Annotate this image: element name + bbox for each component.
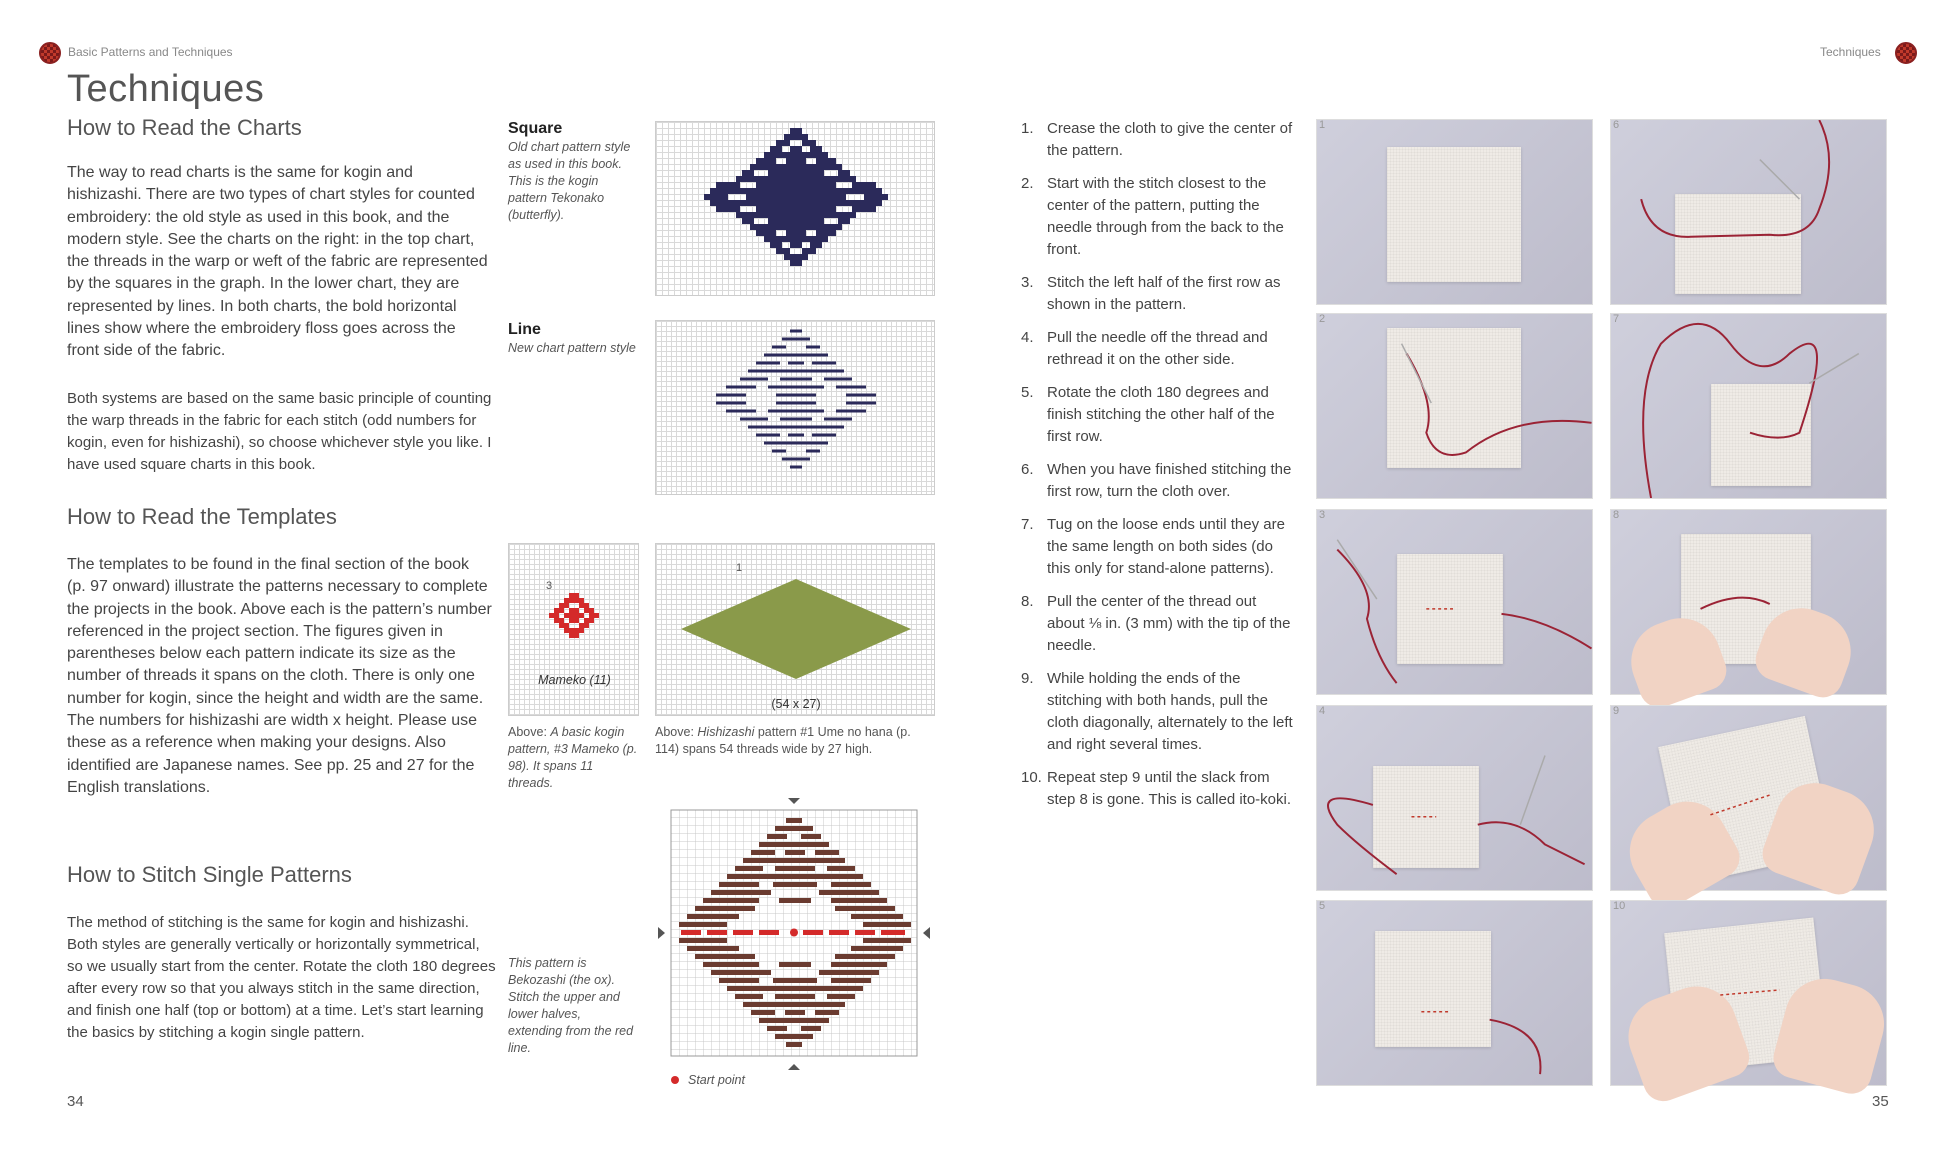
line-style-pattern xyxy=(656,321,936,496)
step-photo-5: 5 xyxy=(1316,900,1593,1086)
mameko-caption: Above: A basic kogin pattern, #3 Mameko (p. 98). It spans 11 threads. xyxy=(508,725,638,790)
figure-square-caption: Old chart pattern style as used in this book. This is the kogin pattern Tekonako (butterfly). xyxy=(508,140,631,222)
left-arrow-icon xyxy=(658,927,665,939)
step-photo-1: 1 xyxy=(1316,119,1593,305)
bekozashi-chart xyxy=(655,793,935,1073)
step-photo-6: 6 xyxy=(1610,119,1887,305)
paragraph-stitch-single: The method of stitching is the same for kogin and hishizashi. Both styles are generally vertically or horizontally symmetrical, so we usually start from the center. Rotate the cloth 180 degrees after every row so that you always stitch in the same direction, and finish one half (top or bottom) at a time. Let’s start learning the basics by stitching a kogin single pattern. xyxy=(67,914,496,1041)
start-point-dot xyxy=(671,1076,679,1084)
list-item: 5. Rotate the cloth 180 degrees and finish stitching the other half of the first row. xyxy=(1021,384,1275,445)
logo-icon-right xyxy=(1895,42,1917,64)
list-item: 7. Tug on the loose ends until they are the same length on both sides (do this only for stand-alone patterns). xyxy=(1021,516,1285,577)
figure-line-title: Line xyxy=(508,321,541,338)
list-item: 6. When you have finished stitching the first row, turn the cloth over. xyxy=(1021,461,1292,500)
bekozashi-caption: This pattern is Bekozashi (the ox). Stitch the upper and lower halves, extending from the red line. xyxy=(508,956,634,1055)
logo-icon xyxy=(39,42,61,64)
umenohana-template xyxy=(655,543,935,716)
page-number-left: 34 xyxy=(67,1093,84,1110)
mameko-template xyxy=(508,543,639,716)
line-chart xyxy=(655,320,935,495)
step-photo-2: 2 xyxy=(1316,313,1593,499)
top-arrow-icon xyxy=(788,798,800,804)
figure-line-caption: New chart pattern style xyxy=(508,341,636,355)
heading-stitch-single: How to Stitch Single Patterns xyxy=(67,862,352,887)
list-item: 3. Stitch the left half of the first row as shown in the pattern. xyxy=(1021,274,1281,313)
start-point-label: Start point xyxy=(688,1073,745,1087)
paragraph-read-templates: The templates to be found in the final section of the book (p. 97 onward) illustrate the patterns necessary to complete the projects in the book. Above each is the pattern’s number referenced in the project section. The figures given in parentheses below each pattern indicate its size as the number of threads it spans on the cloth. There is only one number for kogin, since the height and width are the same. The numbers for hishizashi are width x height. Please use these as a reference when making your designs. Also identified are Japanese names. See pp. 25 and 27 for the English translations. xyxy=(67,556,492,796)
bottom-arrow-icon xyxy=(788,1064,800,1070)
umenohana-caption: Above: Hishizashi pattern #1 Ume no hana (p. 114) spans 54 threads wide by 27 high. xyxy=(655,725,911,756)
running-header-right: Techniques xyxy=(1820,45,1881,59)
list-item: 2. Start with the stitch closest to the center of the pattern, putting the needle through from the back to the front. xyxy=(1021,175,1284,258)
list-item: 10. Repeat step 9 until the slack from step 8 is gone. This is called ito-koki. xyxy=(1021,769,1292,808)
paragraph-counting: Both systems are based on the same basic principle of counting the warp threads in the fabric for each stitch (odd numbers for kogin, even for hishizashi), so choose whichever style you like. I have used square charts in this book. xyxy=(67,390,492,473)
step-photo-8: 8 xyxy=(1610,509,1887,695)
list-item: 4. Pull the needle off the thread and rethread it on the other side. xyxy=(1021,329,1268,368)
umenohana-pattern xyxy=(676,574,916,684)
step-photo-10: 10 xyxy=(1610,900,1887,1086)
mameko-pattern xyxy=(539,588,609,658)
heading-read-charts: How to Read the Charts xyxy=(67,115,302,140)
tekonako-pattern xyxy=(656,122,936,297)
page-number-right: 35 xyxy=(1872,1093,1889,1110)
list-item: 1. Crease the cloth to give the center of the pattern. xyxy=(1021,120,1293,159)
list-item: 9. While holding the ends of the stitching with both hands, pull the cloth diagonally, alternately to the left and right several times. xyxy=(1021,670,1293,753)
right-arrow-icon xyxy=(923,927,930,939)
step-photo-7: 7 xyxy=(1610,313,1887,499)
list-item: 8. Pull the center of the thread out about ⅛ in. (3 mm) with the tip of the needle. xyxy=(1021,593,1291,654)
running-header-left: Basic Patterns and Techniques xyxy=(68,45,233,59)
step-photo-3: 3 xyxy=(1316,509,1593,695)
heading-read-templates: How to Read the Templates xyxy=(67,504,337,529)
paragraph-read-charts: The way to read charts is the same for kogin and hishizashi. There are two types of chart styles for counted embroidery: the old style as used in this book, and the modern style. See the charts on the right: in the top chart, the threads in the warp or weft of the fabric are represented by the squares in the graph. In the lower chart, they are represented by lines. In both charts, the bold horizontal lines show where the embroidery floss goes across the front side of the fabric. xyxy=(67,164,488,360)
umenohana-label: (54 x 27) xyxy=(771,697,821,711)
mameko-label: Mameko (11) xyxy=(538,673,611,687)
figure-square-title: Square xyxy=(508,120,563,137)
page-title: Techniques xyxy=(67,68,265,110)
square-chart xyxy=(655,121,935,296)
umenohana-number: 1 xyxy=(736,562,743,574)
step-photo-4: 4 xyxy=(1316,705,1593,891)
mameko-number: 3 xyxy=(546,580,553,592)
steps-list xyxy=(1021,118,1296,822)
step-photo-9: 9 xyxy=(1610,705,1887,891)
